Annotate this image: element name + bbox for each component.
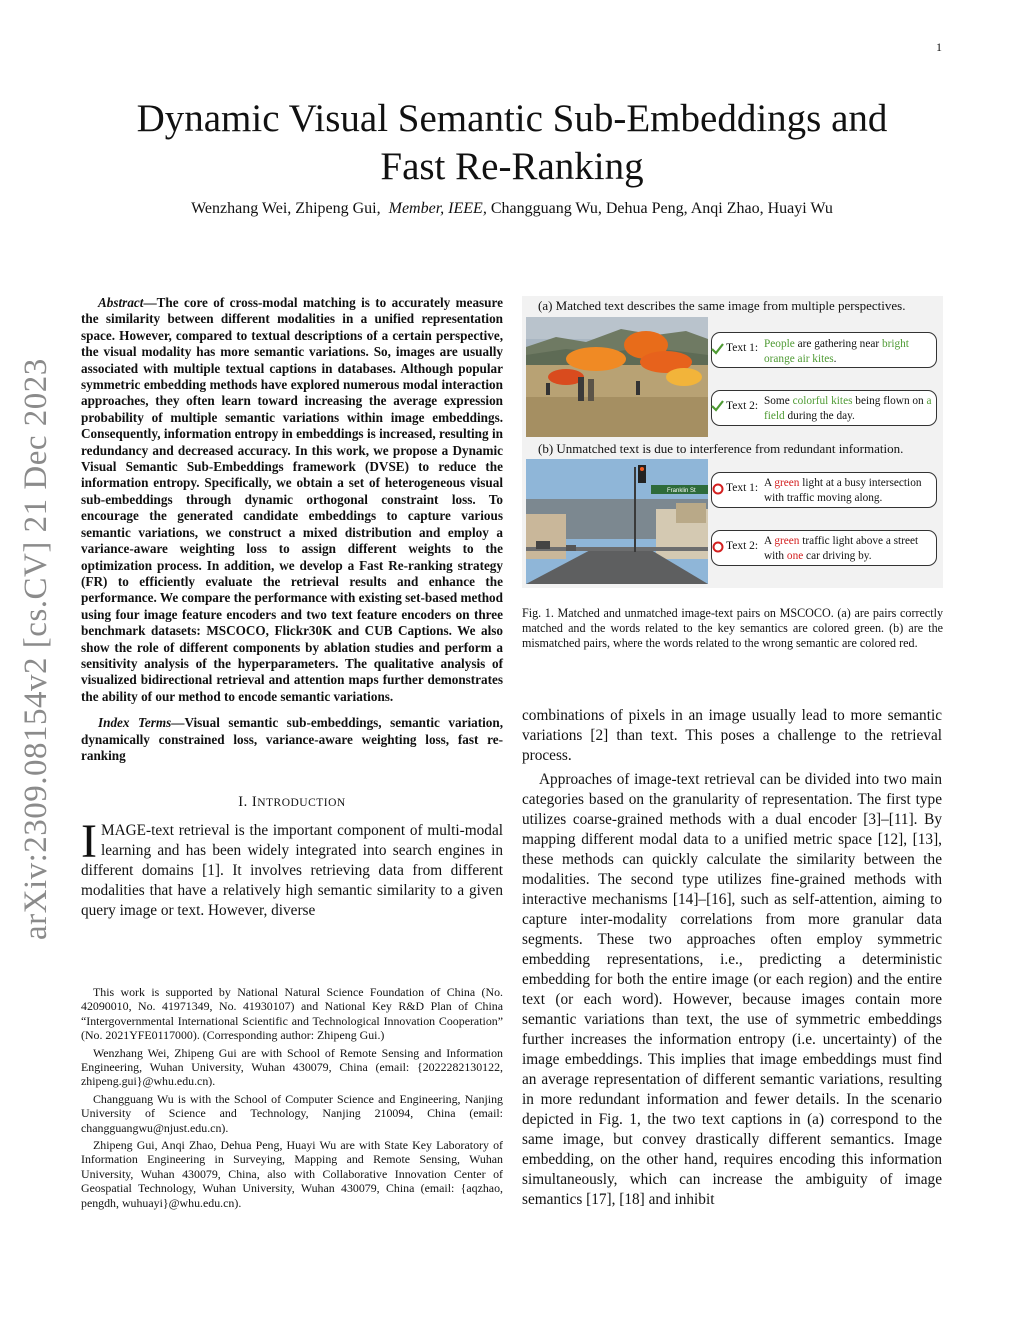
abstract-text: —The core of cross-modal matching is to accurately measure the similarity between different modalities in a unified representation space. However, compared to textual descriptions of a certain perspective, the visual modality has more semantic variations. So, images are usually associated with multiple textual captions in databases. Although popular symmetric embedding methods have explored numerous modal interaction approaches, they often learn toward increasing the average expression probability of multiple semantic variations within image embeddings. Consequently, information entropy in embeddings is increased, resulting in redundancy and decreased accuracy. In this work, we propose a Dynamic Visual Semantic Sub-Embeddings framework (DVSE) to reduce the information entropy. Specifically, we obtain a set of heterogeneous visual sub-embeddings through dynamic orthogonal constraint loss. To encourage the generated candidate embeddings to capture various semantic variations, we construct a mixed distribution and employ a variance-aware weighting loss to assign different weights to the optimization process. In addition, we develop a Fast Re-ranking strategy (FR) to efficiently evaluate the retrieval results and enhance the performance. We compare the performance with existing set-based method using four image feature encoders and two text feature encoders on three benchmark datasets: MSCOCO, Flickr30K and CUB Captions. We also show the role of different components by ablation studies and perform a sensitivity analysis of the hyperparameters. The qualitative analysis of visualized bidirectional retrieval and attention maps further demonstrates the ability of our method to encode semantic variations. <box>81 295 503 704</box>
paragraph-continuation: combinations of pixels in an image usually lead to more semantic variations [2] than text. This poses a challenge to the retrieval process. <box>522 707 942 764</box>
paper-title <box>0 95 1024 191</box>
title-line-1: Dynamic Visual Semantic Sub-Embeddings and <box>136 97 888 140</box>
authors-part-1: Wenzhang Wei, Zhipeng Gui, <box>191 200 381 217</box>
keyword-green: a field <box>764 395 932 422</box>
kite-field-photo <box>526 317 708 437</box>
caption-segment: car driving by. <box>803 549 872 562</box>
abstract-label: Abstract <box>98 295 144 310</box>
footnote-affiliation-2: Changguang Wu is with the School of Computer Science and Engineering, Nanjing University of Science and Technology, Nanjing 210094, China (email: changguangwu@njust.edu.cn). <box>81 1091 503 1135</box>
figure-subcaption-b: (b) Unmatched text is due to interference from redundant information. <box>538 441 904 456</box>
text-1-label: Text 1: <box>726 482 759 494</box>
footnotes <box>81 985 503 1213</box>
keyword-green: bright orange air kites <box>764 338 909 365</box>
street-intersection-photo <box>526 459 708 584</box>
right-column-body <box>522 706 942 1210</box>
index-terms <box>81 715 503 764</box>
authors-part-2: Changguang Wu, Dehua Peng, Anqi Zhao, Huayi Wu <box>490 200 833 217</box>
text-2-label: Text 2: <box>726 400 759 412</box>
drop-cap: I <box>81 815 97 869</box>
title-line-2: Fast Re-Ranking <box>380 145 644 188</box>
keyword-red: green <box>774 535 800 547</box>
index-terms-label: Index Terms <box>98 715 172 731</box>
unmatched-caption-2 <box>764 534 934 563</box>
circle-icon <box>712 541 724 553</box>
caption-segment: during the day. <box>784 409 855 422</box>
footnote-affiliation-3: Zhipeng Gui, Anqi Zhao, Dehua Peng, Huayi Wu are with State Key Laboratory of Information Engineering in Surveying, Mapping and Remote Sensing, Wuhan University, Wuhan 430079, China, also with Collaborative Innovation Center of Geospatial Technology, Wuhan University, Wuhan 430079, China (email: {aqzhao, pengdh, wuhuayi}@whu.edu.cn). <box>81 1138 503 1210</box>
caption-segment: are gathering near <box>794 338 882 350</box>
abstract <box>81 295 503 705</box>
caption-segment: . <box>833 352 837 365</box>
matched-caption-2 <box>764 394 934 423</box>
paragraph-approaches: Approaches of image-text retrieval can be divided into two main categories based on the granularity of representation. The first type utilizes coarse-grained methods with a dual encoder [3]–[11]. By mapping different modal data to a unified metric space [12], [13], these methods can quickly calculate the similarity between the modalities. The second type utilizes fine-grained methods with interactive mechanisms [14]–[16], such as self-attention, aiming to capture inter-modality correlations from more granular data segments. These two approaches often employ symmetric embedding representations, i.e., predicting a deterministic embedding for both the entire image (or each region) and the entire text (or each word). However, because images contain more semantic variations than text, the use of symmetric embeddings further increases the information entropy (i.e. uncertainty) of the image embeddings. This implies that image embeddings must find an average representation of different semantic variations, resulting in more redundant information and fewer details. In the scenario depicted in Fig. 1, the two text captions in (a) correspond to the same image, but convey drastically different semantics. Image embedding, on the other hand, requires encoding this information simultaneously, which can increase the ambiguity of image semantics [17], [18] and inhibit <box>522 771 942 1208</box>
author-list <box>0 200 1024 218</box>
section-numeral: I. <box>238 794 248 811</box>
keyword-green: People <box>764 338 795 350</box>
text-1-label: Text 1: <box>726 342 759 354</box>
arxiv-identifier: arXiv:2309.08154v2 [cs.CV] 21 Dec 2023 <box>18 358 54 940</box>
caption-segment: being flown on <box>852 395 927 407</box>
page-number: 1 <box>936 40 942 54</box>
matched-caption-1 <box>764 337 934 366</box>
caption-segment: A <box>764 477 775 489</box>
section-title-rest: NTRODUCTION <box>257 797 346 810</box>
figure-caption: Fig. 1. Matched and unmatched image-text pairs on MSCOCO. (a) are pairs correctly matched and the words related to the key semantics are colored green. (b) are the mismatched pairs, where the words related to the wrong semantic are colored red. <box>522 606 943 650</box>
footnote-affiliation-1: Wenzhang Wei, Zhipeng Gui are with School of Remote Sensing and Information Engineering, Wuhan University, Wuhan 430079, China (email: {2022282130122, zhipeng.gui}@whu.edu.cn). <box>81 1045 503 1089</box>
author-membership: Member, IEEE, <box>388 200 487 217</box>
introduction-paragraph <box>81 815 503 933</box>
street-sign-text: Franklin St <box>667 488 696 494</box>
index-terms-text: —Visual semantic sub-embeddings, semantic variation, dynamically constrained loss, variance-aware weighting loss, fast re-ranking <box>81 715 503 763</box>
section-title-initial: I <box>251 794 258 811</box>
intro-text: MAGE-text retrieval is the important component of multi-modal learning and has been widely integrated into search engines in different domains [1]. It involves retrieving data from different modalities that have a relatively high semantic similarity to a given query image or text. However, diverse <box>81 822 503 920</box>
caption-segment: light at a busy intersection with traffic moving along. <box>764 477 922 504</box>
text-2-label: Text 2: <box>726 540 759 552</box>
figure-subcaption-a: (a) Matched text describes the same image from multiple perspectives. <box>538 298 906 313</box>
keyword-red: green <box>774 477 800 489</box>
left-column <box>81 295 503 933</box>
footnote-funding: This work is supported by National Natural Science Foundation of China (No. 42090010, No. 41971349, No. 41930107) and National Key R&D Plan of China “Intergovernmental International Scientific and Technological Innovation Cooperation” (No. 2021YFE0117000). (Corresponding author: Zhipeng Gui.) <box>81 985 503 1043</box>
keyword-red: one <box>786 549 804 562</box>
caption-segment: A <box>764 535 775 547</box>
unmatched-caption-1 <box>764 476 934 505</box>
check-icon <box>711 343 724 355</box>
check-icon <box>711 400 724 412</box>
caption-segment: traffic light above a street with <box>764 535 919 562</box>
keyword-green: colorful kites <box>792 395 853 407</box>
caption-segment: Some <box>764 395 793 407</box>
section-heading-introduction <box>81 794 503 811</box>
circle-icon <box>712 483 724 495</box>
